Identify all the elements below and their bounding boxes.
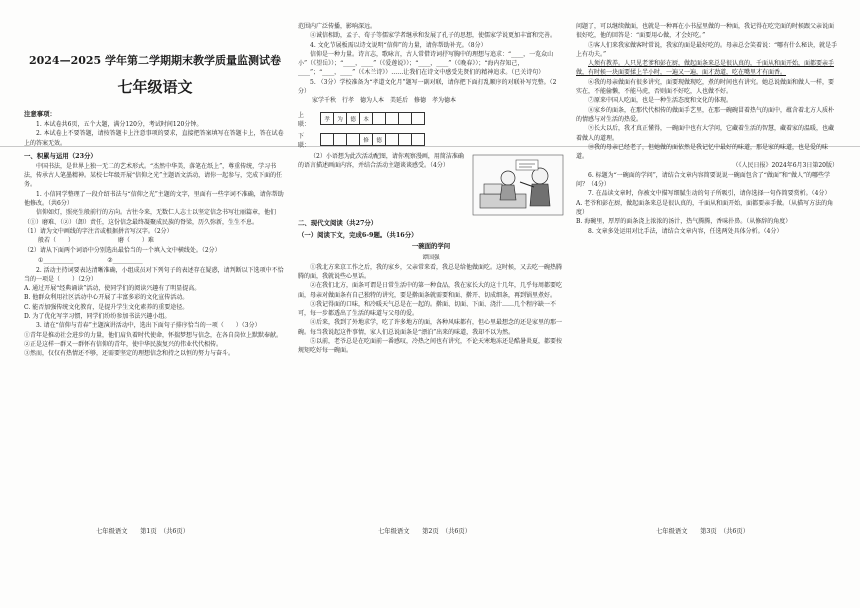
article-paragraph: ⑤客人们来我家做客时常说，我家的面是最好吃的。母亲总会笑着说：“哪有什么秘诀，就是手上有功夫。” bbox=[576, 41, 838, 58]
answer-blank: ①__________ bbox=[38, 256, 74, 264]
question-1-passage: 信仰如灯，照亮生般前行的方向。古往今来，无数仁人志士以坚定信念书写壮丽篇章，他们（①）磨难、（②）（卸）责任，这份信念最终凝聚成民族的脊梁，历久弥新，生生不息。 bbox=[24, 209, 277, 226]
question-7: 7. 在品读文章时，你被文中描写细腻生动的句子所吸引，请你选择一句作简要赏析。（4分） bbox=[588, 190, 831, 198]
answer-blank: ②__________ bbox=[107, 256, 143, 264]
upper-couplet-label: 上联： bbox=[298, 111, 311, 128]
question-3: 3. 请在“信仰与青春”主题演讲活动中，选出下面句子排序恰当的一项（ ）（3分） bbox=[36, 322, 261, 330]
page-1-footer: 七年级语文 第1页 （共6页） bbox=[96, 528, 190, 535]
couplet-cell bbox=[386, 134, 399, 146]
order-item: ③然而，仅仅有热情还不够，还需要坚定的理想信念和持之以恒的努力与奋斗。 bbox=[24, 350, 235, 358]
lower-couplet-label: 下联： bbox=[298, 132, 311, 149]
question-5-part-2: （2）小语想为此次活动配图，请你观察漫画，用简洁准确的语言描述画面内容，并结合活动主题谈谈感受。（4分） bbox=[298, 152, 464, 169]
couplet-cell bbox=[399, 134, 412, 146]
question-8: 8. 文章多处运用对比手法，请结合文章内容，任选两处具体分析。（4分） bbox=[588, 227, 783, 235]
continued-line: 范围内广泛传播，影响深远。 bbox=[298, 23, 377, 30]
article-paragraph: ①我北方来京工作之后，我的家乡，父亲常来看，我总是给他做面吃。这时候，又去吃一碗热腾腾的面，我就说些心里话。 bbox=[298, 263, 563, 280]
lower-couplet-cells bbox=[320, 133, 425, 146]
question-2: 2. 活动主持词要表达清晰准确，小组成员对下列句子的表述存在疑惑，请判断以下选项中不恰当的一项是（ ）（2分） bbox=[24, 266, 284, 283]
article-paragraph: ③我记得面的口味，和冷暖天气总是在一起的。擀面、切面、下面、浇汁……几个程序缺一不可，每一步都透出了生活的味道与父母的爱。 bbox=[298, 300, 557, 318]
couplet-cell bbox=[399, 113, 412, 125]
notes-heading: 注意事项： bbox=[24, 110, 56, 118]
couplet-cell bbox=[334, 134, 347, 146]
couplet-cell bbox=[412, 134, 425, 146]
couplet-cell: 修 bbox=[360, 134, 373, 146]
blank-answer-row bbox=[24, 256, 286, 266]
article-paragraph: ⑩我的母亲已经老了，但她做的面依然是我记忆中最好的味道，那是家的味道，也是爱的味道。 bbox=[576, 143, 829, 161]
order-item: ①青年是推动社会进步的力量，他们肩负着时代使命，怀揣梦想与信念，在各自岗位上默默奉献。 bbox=[24, 331, 283, 339]
article-paragraph-underlined: 人须有教养。人只见老爹和彭在厨，做起面条来总是很认真的，千面从和面开始，面都要亲手做，有时候一块面要揉上半小时，一遍又一遍，面才劲道，吃在嘴里才有面香。 bbox=[576, 60, 835, 77]
page-1 bbox=[24, 22, 286, 548]
page-2-footer: 七年级语文 第2页 （共6页） bbox=[378, 528, 472, 535]
section-heading: 二、现代文阅读（共27分） bbox=[298, 218, 378, 227]
article-paragraph: ⑤以前，老爷总是在吃面前一番感叹，冷热之间也有讲究，不论天寒地冻还是酷暑炎夏，都要按规矩吃好每一碗面。 bbox=[298, 338, 563, 355]
couplet-cell bbox=[412, 113, 425, 125]
page-3 bbox=[576, 22, 838, 548]
intro-paragraph: 中国书法，是世界上独一无二的艺术形式。“杰然中华美，落笔在纸上”，尊重传统，学习书法，传承古人笔墨精神。某校七年级开展“信仰之光”主题语文活动，请你一起参与，完成下面的任务。 bbox=[24, 162, 283, 189]
article-paragraph: ⑦原来中国人吃面，也是一种生活态度和文化的体现。 bbox=[588, 97, 733, 105]
subject-title: 七年级语文 bbox=[117, 78, 193, 96]
article-title: 一碗面的学问 bbox=[411, 241, 451, 250]
question-1: 1. 小信同学整理了一段介绍书法与“信仰之光”主题的文字，里面有一些字词不准确，请你帮助他修改。（共6分） bbox=[24, 190, 284, 208]
section-heading: 一、积累与运用（23分） bbox=[24, 151, 97, 160]
page-3-footer: 七年级语文 第3页 （共6页） bbox=[656, 528, 750, 535]
article-source: （《人民日报》2024年6月3日第20版） bbox=[732, 162, 838, 170]
reading-heading: （一）阅读下文，完成6-9题。（共16分） bbox=[298, 230, 418, 239]
couplet-cell: 孝 bbox=[321, 113, 334, 125]
couplet-cell bbox=[321, 134, 334, 146]
couplet-cell bbox=[386, 113, 399, 125]
question-5: 5. （3分）学校准备为“孝道文化月”题写一副对联，请你把下面打乱顺序的对联补写完整。（2分） bbox=[298, 78, 557, 96]
pinyin-answer-row bbox=[24, 236, 286, 246]
article-paragraph: ②在我们北方，面条可谓是日常生活中的第一种食品，我在家长大的这十几年，几乎每周都要吃面，母亲对做面条有自己独特的讲究，要是擀面条就需要和面、擀开、切成细条，再到锅里煮好。 bbox=[298, 282, 563, 299]
question-1-part-2: （2）请从下面两个词语中分别选出最恰当的一个填入文中横线处。（2分） bbox=[24, 247, 221, 255]
couplet-cell: 德 bbox=[347, 113, 360, 125]
question-4: 4. 文化节展板需以诗文说明“信仰”的力量，请你帮助补充。（8分） bbox=[310, 41, 487, 49]
option-a: A. 通过开展“经典诵读”活动，使同学们的阅读兴趣有了明显提高。 bbox=[24, 285, 201, 293]
cartoon-illustration bbox=[472, 154, 564, 216]
question-6: 6. 标题为“一碗面的学问”，请结合文章内容简要说说一碗面包含了“做面”和“做人”的哪些学问？（4分） bbox=[576, 171, 831, 189]
continued-line: ④诚信相助，孟子、荀子等儒家学者继承和发展了孔子的思想，使儒家学说更加丰富和完善。 bbox=[310, 32, 557, 40]
couplet-cell: 德 bbox=[373, 134, 386, 146]
page-2 bbox=[298, 22, 564, 548]
note-line: 2. 本试卷上不要答题，请按答题卡上注意事项的要求，直接把答案填写在答题卡上，答在试卷上的答案无效。 bbox=[24, 130, 284, 147]
couplet-cell bbox=[347, 134, 360, 146]
couplet-cell: 本 bbox=[360, 113, 373, 125]
couplet-grid bbox=[298, 110, 564, 149]
article-author: 谭国强 bbox=[422, 254, 440, 261]
question-7-option: B. 海碗里，厚厚的面条浇上浓浓的汤汁，热气腾腾，香味扑鼻。（从修辞的角度） bbox=[576, 218, 792, 226]
exam-title: 2024—2025 学年第二学期期末教学质量监测试卷 bbox=[28, 54, 282, 67]
article-paragraph: ⑧家乡的面条，在那代代相传的做面手艺里，在那一碗碗冒着热气的面中，蕴含着北方人质朴的情感与对生活的热爱。 bbox=[576, 106, 835, 123]
upper-couplet-cells bbox=[320, 112, 425, 125]
question-7-option: A. 老爷和彭在厨，做起面条来总是很认真的，千面从和面开始，面都要亲手做。（从描写方法的角度） bbox=[576, 199, 834, 216]
note-line: 1. 本试卷共6页，五个大题，满分120分，考试时间120分钟。 bbox=[36, 121, 203, 128]
article-paragraph: 问题了，可以继续做面，也就是一种再在小书屋里做的一种面，我记得在吃完面的时候跟父亲说面很好吃，他的回答是：“面要用心做，才会好吃。” bbox=[576, 23, 835, 40]
pinyin-blank: 般若（ ） bbox=[38, 237, 75, 245]
pinyin-blank: 磨（ ）难 bbox=[117, 237, 154, 245]
couplet-cell: 为 bbox=[334, 113, 347, 125]
article-paragraph: ④后来，我到了外地求学，吃了许多地方的面，各种风味都有，但心里最想念的还是家里的那一碗。每当我说起这件事情，家人们总说面条是“漂泊”出来的味道，我却不以为然。 bbox=[298, 319, 563, 336]
couplet-cell bbox=[373, 113, 386, 125]
order-item: ②正是这样一群又一群怀有信仰的青年，使中华民族复兴的伟业代代相传。 bbox=[24, 340, 223, 348]
article-paragraph: ⑨长大以后，我才真正懂得，一碗面中也有大学问，它藏着生活的智慧，藏着家的温暖，也藏着做人的道理。 bbox=[576, 125, 835, 142]
couplet-words: 家学千秋 行孝 德为人本 美延后 修德 孝为德本 bbox=[312, 97, 457, 105]
article-paragraph: ⑥我的母亲做面有很多讲究，面要现做现吃，煮的时间也有讲究。她总说做面和做人一样，要实在，不能偷懒，不能马虎，否则面不好吃，人也做不好。 bbox=[576, 78, 835, 96]
option-d: D. 为了优化写字习惯，同学们纷纷参加书法兴趣小组。 bbox=[24, 313, 171, 321]
option-c: C. 能否加强传统文化教育，是提升学生文化素养的重要途径。 bbox=[24, 303, 189, 311]
question-4-text: 信仰是一种力量。诗言志，歌咏言，古人常借诗词抒写胸中的理想与追求：“____，一览众山小”（《望岳》）；“____，____”（《爱莲说》）；“____，____”（《晚春》）；“海内存知己，____”；“____，____”（《木兰诗》）……让我们在诗文中感受先贤们的精神追求。（已关诗句） bbox=[298, 50, 554, 77]
option-b: B. 他群众利用社区活动中心开展了丰富多彩的文化宣传活动。 bbox=[24, 294, 189, 302]
question-1-part-1: （1）请为文中画线的字注音或根据拼音写汉字。（2分） bbox=[24, 227, 173, 235]
